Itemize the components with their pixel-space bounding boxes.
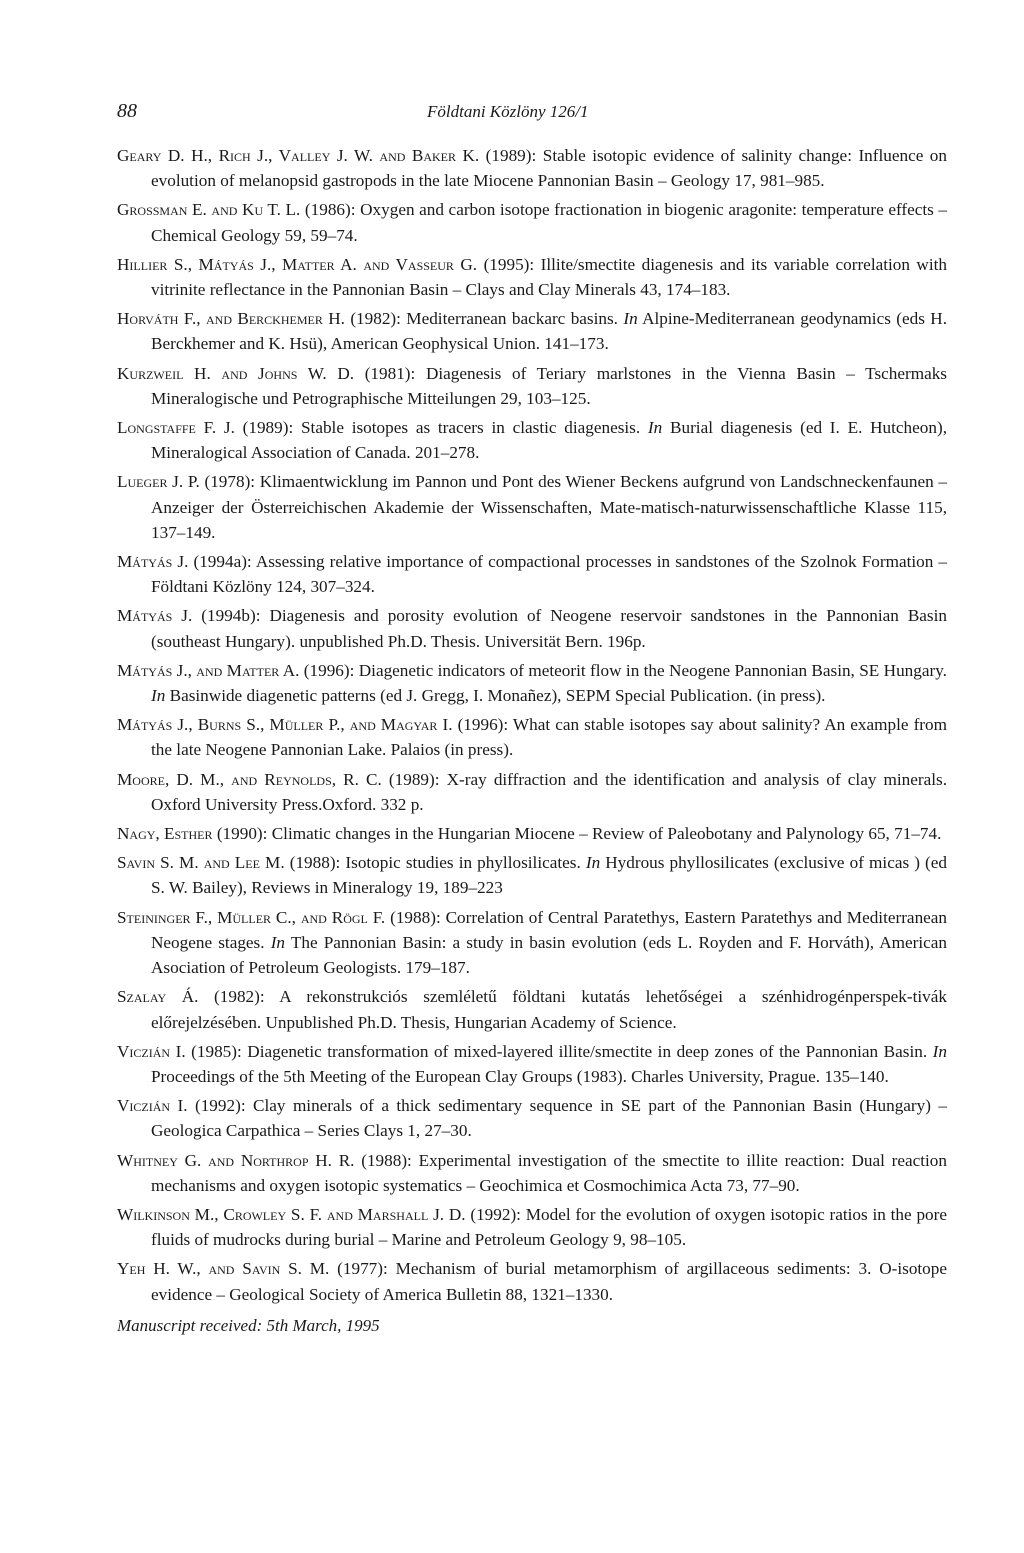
page-number: 88 [117, 100, 137, 122]
reference-text: (1994b): Diagenesis and porosity evolution of Neogene reservoir sandstones in the Pannonian Basin (southeast Hungary). unpublished Ph.D. Thesis. Universität Bern. 196p. [151, 606, 947, 651]
reference-item [117, 1256, 947, 1306]
reference-in: In [585, 853, 601, 873]
reference-authors: Kurzweil H. and Johns W. D. [117, 363, 355, 383]
reference-in: In [151, 686, 166, 706]
reference-authors: Whitney G. and Northrop H. R. [117, 1150, 355, 1170]
reference-item [117, 1148, 947, 1198]
journal-title: Földtani Közlöny 126/1 [427, 102, 589, 121]
reference-authors: Steininger F., Müller C., and Rögl F. [117, 907, 386, 927]
reference-text: (1977): Mechanism of burial metamorphism of argillaceous sediments: 3. O-isotope evidence – Geological Society of America Bulletin 88, 1321–1330. [151, 1259, 947, 1304]
reference-authors: Viczián I. [117, 1041, 186, 1061]
reference-text: (1992): Model for the evolution of oxygen isotopic ratios in the pore fluids of mudrocks during burial – Marine and Petroleum Geology 9, 98–105. [151, 1204, 947, 1250]
reference-text: Alpine-Mediterranean geodynamics (eds H. Berckhemer and K. Hsü), American Geophysical Union. 141–173. [151, 309, 947, 354]
reference-text-pre: (1985): Diagenetic transformation of mixed-layered illite/smectite in deep zones of the Pannonian Basin. [185, 1041, 933, 1061]
reference-text-pre: (1988): Correlation of Central Paratethys, Eastern Paratethys and Mediterranean Neogene stages. [151, 907, 948, 952]
reference-authors: Viczián I. [117, 1096, 188, 1116]
reference-item [117, 767, 947, 817]
reference-authors: Mátyás J. [117, 606, 193, 626]
reference-item [117, 143, 947, 193]
reference-in: In [270, 932, 286, 952]
reference-text: Hydrous phyllosilicates (exclusive of micas ) (ed S. W. Bailey), Reviews in Mineralogy 19, 189–223 [151, 853, 947, 898]
page-header [117, 100, 947, 124]
reference-authors: Moore, D. M., and Reynolds, R. C. [117, 769, 382, 789]
reference-authors: Szalay Á. [117, 987, 199, 1007]
reference-text: (1988): Experimental investigation of the smectite to illite reaction: Dual reaction mechanisms and oxygen isotopic systematics – Geochimica et Cosmochimica Acta 73, 77–90. [151, 1150, 947, 1195]
reference-authors: Grossman E. and Ku T. L. [117, 200, 301, 220]
reference-authors: Mátyás J., and Matter A. [117, 660, 300, 680]
reference-text-pre: (1982): Mediterranean backarc basins. [344, 309, 624, 329]
reference-text: (1995): Illite/smectite diagenesis and its variable correlation with vitrinite reflectance in the Pannonian Basin – Clays and Clay Minerals 43, 174–183. [151, 254, 947, 300]
reference-text-pre: (1996): Diagenetic indicators of meteorit flow in the Neogene Pannonian Basin, SE Hungary. [299, 660, 947, 680]
reference-text: (1989): X-ray diffraction and the identification and analysis of clay minerals. Oxford University Press.Oxford. 332 p. [151, 769, 948, 814]
reference-text: Basinwide diagenetic patterns (ed J. Gregg, I. Monañez), SEPM Special Publication. (in press). [165, 686, 826, 706]
reference-text: The Pannonian Basin: a study in basin evolution (eds L. Royden and F. Horváth), American Asociation of Petroleum Geologists. 179–187. [151, 932, 947, 978]
reference-text: (1996): What can stable isotopes say about salinity? An example from the late Neogene Pannonian Lake. Palaios (in press). [151, 715, 947, 760]
reference-text: (1978): Klimaentwicklung im Pannon und Pont des Wiener Beckens aufgrund von Landschneckenfaunen – Anzeiger der Österreichischen Akademie der Wissenschaften, Mate-matisch-naturwissenschaftliche Klasse 115, 137–149. [151, 472, 947, 542]
reference-authors: Wilkinson M., Crowley S. F. and Marshall J. D. [117, 1204, 466, 1224]
reference-item [117, 252, 947, 302]
reference-text-pre: (1988): Isotopic studies in phyllosilicates. [284, 853, 586, 873]
reference-item [117, 549, 947, 599]
reference-item [117, 1093, 947, 1143]
manuscript-received: Manuscript received: 5th March, 1995 [117, 1315, 380, 1335]
reference-text: (1982): A rekonstrukciós szemléletű földtani kutatás lehetőségei a szénhidrogénperspek-tivák előrejelzésében. Unpublished Ph.D. Thesis, Hungarian Academy of Science. [151, 987, 947, 1032]
reference-item [117, 821, 947, 846]
reference-item [117, 469, 947, 545]
reference-in: In [623, 309, 638, 329]
reference-list [117, 143, 947, 1338]
reference-item [117, 658, 947, 708]
reference-text: (1992): Clay minerals of a thick sedimentary sequence in SE part of the Pannonian Basin (Hungary) – Geologica Carpathica – Series Clays 1, 27–30. [151, 1096, 947, 1141]
reference-authors: Horváth F., and Berckhemer H. [117, 309, 345, 329]
reference-text: (1994a): Assessing relative importance of compactional processes in sandstones of the Szolnok Formation – Földtani Közlöny 124, 307–324. [151, 552, 947, 597]
reference-item [117, 984, 947, 1034]
reference-item [117, 1039, 947, 1089]
reference-text: (1981): Diagenesis of Teriary marlstones in the Vienna Basin – Tschermaks Mineralogische und Petrographische Mitteilungen 29, 103–125. [151, 363, 947, 408]
reference-item [117, 603, 947, 653]
reference-item [117, 712, 947, 762]
reference-text: (1990): Climatic changes in the Hungarian Miocene – Review of Paleobotany and Palynology 65, 71–74. [212, 824, 942, 844]
reference-authors: Longstaffe F. J. [117, 418, 235, 438]
reference-authors: Hillier S., Mátyás J., Matter A. and Vasseur G. [117, 254, 478, 274]
reference-item [117, 306, 947, 356]
reference-authors: Geary D. H., Rich J., Valley J. W. and Baker K. [117, 146, 480, 165]
reference-in: In [932, 1041, 947, 1061]
reference-item [117, 197, 947, 247]
reference-authors: Savin S. M. and Lee M. [117, 853, 285, 873]
reference-text: Proceedings of the 5th Meeting of the European Clay Groups (1983). Charles University, Prague. 135–140. [151, 1066, 889, 1086]
reference-text: (1989): Stable isotopic evidence of salinity change: Influence on evolution of melanopsid gastropods in the late Miocene Pannonian Basin – Geology 17, 981–985. [151, 146, 947, 191]
reference-item [117, 361, 947, 411]
reference-authors: Yeh H. W., and Savin S. M. [117, 1259, 330, 1279]
reference-text: (1986): Oxygen and carbon isotope fractionation in biogenic aragonite: temperature effects – Chemical Geology 59, 59–74. [151, 200, 948, 245]
reference-text: Burial diagenesis (ed I. E. Hutcheon), Mineralogical Association of Canada. 201–278. [151, 418, 947, 463]
reference-item [117, 850, 947, 900]
reference-authors: Lueger J. P. [117, 472, 200, 492]
reference-authors: Nagy, Esther [117, 824, 213, 844]
reference-authors: Mátyás J., Burns S., Müller P., and Magyar I. [117, 715, 453, 735]
reference-text-pre: (1989): Stable isotopes as tracers in clastic diagenesis. [234, 418, 648, 438]
reference-in: In [647, 418, 663, 438]
reference-item [117, 1202, 947, 1252]
reference-item [117, 415, 947, 465]
reference-authors: Mátyás J. [117, 552, 189, 572]
reference-item [117, 905, 947, 981]
